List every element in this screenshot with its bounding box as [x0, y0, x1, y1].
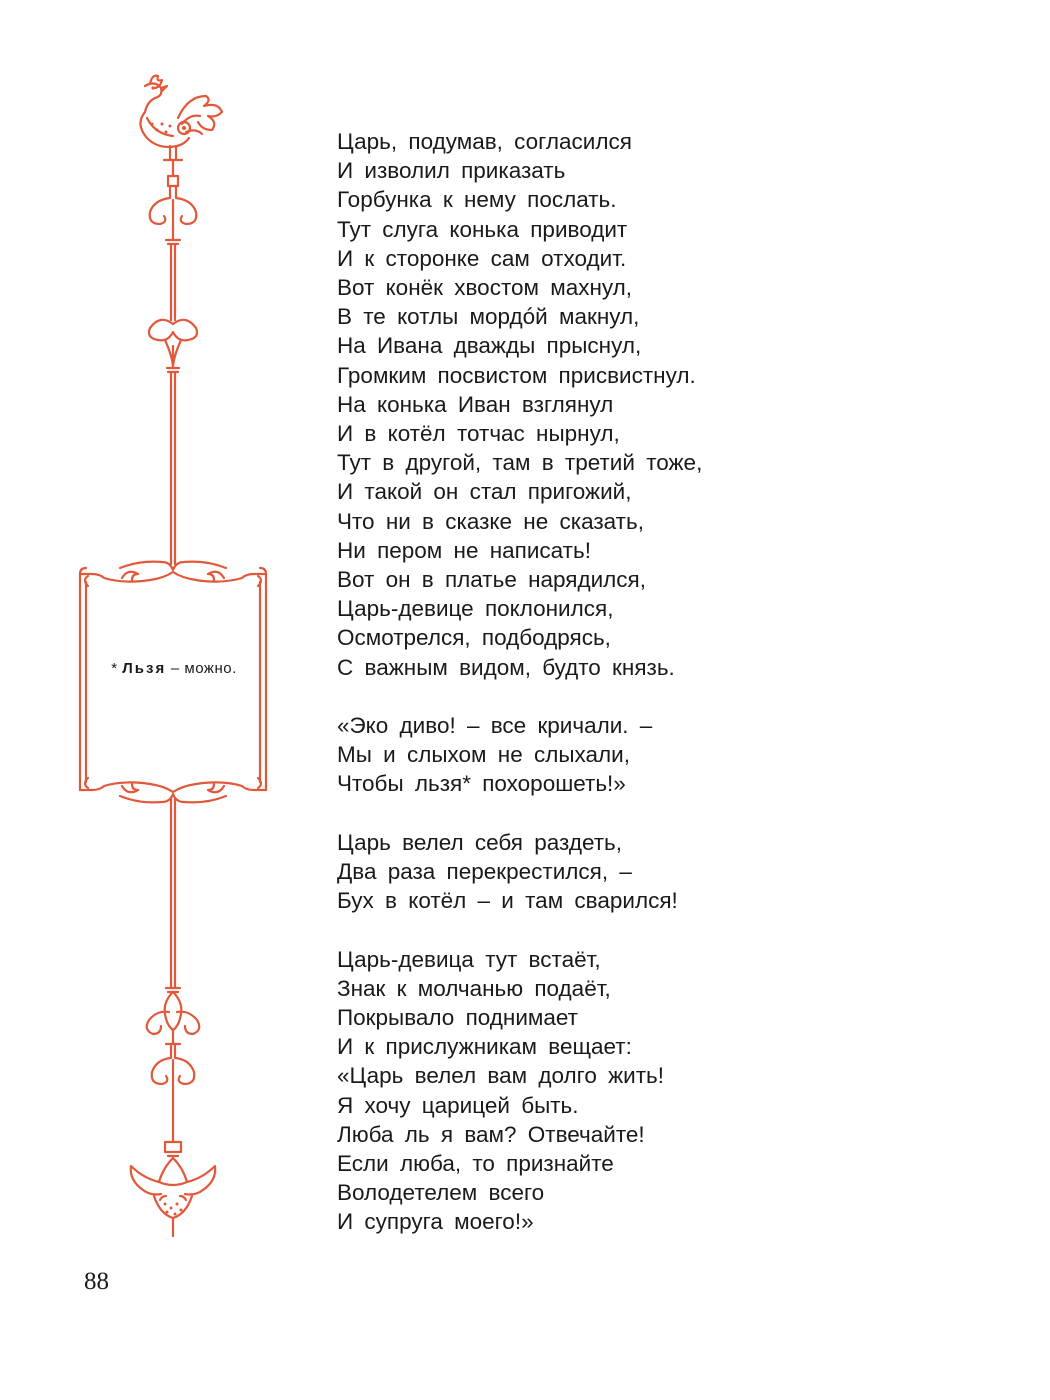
poem-line: Два раза перекрестился, –	[337, 859, 632, 885]
page-number: 88	[84, 1268, 109, 1295]
rooster-ornament-icon	[140, 76, 222, 160]
poem-line: И такой он стал пригожий,	[337, 479, 632, 505]
footnote-definition: можно.	[184, 660, 237, 677]
poem-line: Громким посвистом присвистнул.	[337, 362, 696, 388]
footnote-marker: *	[111, 660, 118, 677]
poem-line: И в котёл тотчас нырнул,	[337, 421, 620, 447]
poem-line: С важным видом, будто князь.	[337, 654, 675, 680]
poem-line: Царь велел себя раздеть,	[337, 829, 622, 855]
poem-line: «Царь велел вам долго жить!	[337, 1063, 664, 1089]
poem-line: Тут слуга конька приводит	[337, 216, 628, 242]
flower-ornament-icon	[131, 1158, 216, 1236]
footnote-frame	[80, 562, 266, 803]
poem-line: На Ивана дважды прыснул,	[337, 333, 642, 359]
footnote-separator: –	[170, 660, 180, 677]
stanza	[337, 828, 1017, 916]
poem-line: Люба ль я вам? Отвечайте!	[337, 1121, 645, 1147]
decorative-ornament-column	[0, 0, 300, 1260]
poem-line: Володетелем всего	[337, 1180, 545, 1206]
footnote	[90, 660, 258, 677]
poem-line: На конька Иван взглянул	[337, 391, 614, 417]
poem-line: Покрывало поднимает	[337, 1005, 578, 1031]
poem-line: Тут в другой, там в третий тоже,	[337, 450, 703, 476]
footnote-term: Льзя	[122, 660, 167, 677]
poem-line: Я хочу царицей быть.	[337, 1092, 579, 1118]
poem-line: Ни пером не написать!	[337, 537, 591, 563]
poem-line: И изволил приказать	[337, 158, 566, 184]
stanza	[337, 711, 1017, 799]
poem-line: Царь-девице поклонился,	[337, 596, 614, 622]
poem-text	[337, 127, 1017, 1237]
poem-line: В те котлы мордóй макнул,	[337, 304, 640, 330]
poem-line: Бух в котёл – и там сварился!	[337, 888, 678, 914]
poem-line: Вот он в платье нарядился,	[337, 567, 646, 593]
poem-line: Знак к молчанью подаёт,	[337, 975, 611, 1001]
poem-line: Мы и слыхом не слыхали,	[337, 742, 630, 768]
poem-line: Чтобы льзя* похорошеть!»	[337, 771, 626, 797]
poem-line: Горбунка к нему послать.	[337, 187, 617, 213]
poem-line: Царь-девица тут встаёт,	[337, 946, 601, 972]
poem-line: Что ни в сказке не сказать,	[337, 508, 644, 534]
poem-line: Осмотрелся, подбодрясь,	[337, 625, 611, 651]
poem-line: И супруга моего!»	[337, 1209, 534, 1235]
stanza	[337, 127, 1017, 682]
poem-line: И к сторонке сам отходит.	[337, 245, 627, 271]
poem-line: И к прислужникам вещает:	[337, 1034, 632, 1060]
poem-line: «Эко диво! – все кричали. –	[337, 713, 653, 739]
poem-line: Вот конёк хвостом махнул,	[337, 275, 633, 301]
poem-line: Если люба, то признайте	[337, 1151, 614, 1177]
stanza	[337, 945, 1017, 1237]
poem-line: Царь, подумав, согласился	[337, 129, 632, 154]
